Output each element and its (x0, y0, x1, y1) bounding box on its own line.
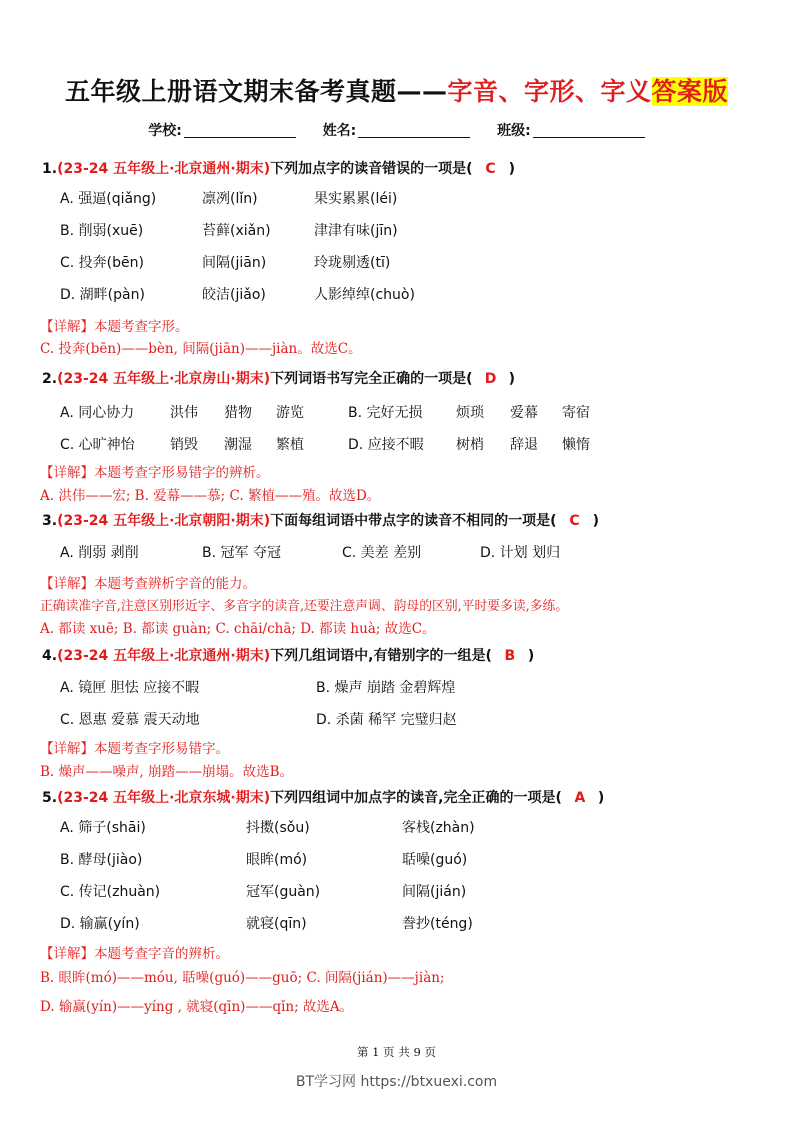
option-d-word: 树梢 (456, 437, 484, 453)
question-source: (23-24 五年级上·北京房山·期末) (57, 371, 271, 387)
option-a-2: 凛冽(lǐn) (202, 191, 258, 207)
option-c-3: 玲珑剔透(tī) (314, 255, 391, 271)
question-number: 1. (42, 161, 58, 177)
paren-close: ) (597, 790, 605, 806)
option-b-word: B. 完好无损 (348, 405, 423, 421)
option-c: C. 恩惠 爱慕 震天动地 (60, 712, 200, 728)
explanation-text: C. 投奔(bēn)——bèn, 间隔(jiān)——jiàn。故选C。 (40, 341, 362, 357)
question-text: 下列词语书写完全正确的一项是( (270, 371, 473, 387)
option-c-word: 潮湿 (224, 437, 252, 453)
option-a-word: A. 同心协力 (60, 405, 135, 421)
question-1 (42, 158, 515, 178)
option-a-3: 客栈(zhàn) (402, 820, 475, 836)
answer: A (574, 790, 586, 806)
name-label: 姓名: (322, 123, 357, 139)
question-number: 2. (42, 371, 58, 387)
option-a-word: 游览 (276, 405, 304, 421)
option-d-1: D. 湖畔(pàn) (60, 287, 145, 303)
question-source: (23-24 五年级上·北京通州·期末) (57, 161, 271, 177)
question-source: (23-24 五年级上·北京东城·期末) (57, 790, 271, 806)
option-d-1: D. 输赢(yín) (60, 916, 140, 932)
paren-close: ) (592, 513, 599, 529)
option-a-2: 抖擞(sǒu) (246, 820, 310, 836)
option-c-word: 销毁 (170, 437, 198, 453)
option-a-1: A. 筛子(shāi) (60, 820, 146, 836)
option-d-word: 懒惰 (562, 437, 590, 453)
page-title (0, 72, 793, 108)
school-field[interactable] (184, 123, 296, 138)
explanation-heading: 【详解】本题考查辨析字音的能力。 (40, 576, 256, 592)
option-b-1: B. 酵母(jiào) (60, 852, 143, 868)
question-text: 下面每组词语中带点字的读音不相同的一项是( (270, 513, 557, 529)
explanation-heading: 【详解】本题考查字音的辨析。 (40, 946, 229, 962)
option-c: C. 美差 差别 (342, 545, 422, 561)
option-d: D. 计划 划归 (480, 545, 561, 561)
option-d-2: 就寝(qīn) (246, 916, 307, 932)
answer: C (485, 161, 496, 177)
question-text: 下列四组词中加点字的读音,完全正确的一项是( (270, 790, 562, 806)
explanation-text: D. 输赢(yín)——yíng , 就寝(qīn)——qǐn; 故选A。 (40, 999, 354, 1015)
explanation-text: A. 洪伟——宏; B. 爱幕——慕; C. 繁植——殖。故选D。 (40, 488, 381, 504)
question-source: (23-24 五年级上·北京朝阳·期末) (57, 513, 271, 529)
option-d-3: 誊抄(téng) (402, 916, 473, 932)
option-d-word: 辞退 (510, 437, 538, 453)
question-number: 3. (42, 513, 58, 529)
question-2 (42, 368, 515, 388)
title-answer-badge: 答案版 (651, 77, 729, 106)
option-c-word: 繁植 (276, 437, 304, 453)
explanation-heading: 【详解】本题考查字形易错字。 (40, 741, 229, 757)
explanation-text: B. 眼眸(mó)——móu, 聒噪(guó)——guō; C. 间隔(jián)——jiàn; (40, 970, 445, 986)
question-4 (42, 645, 534, 665)
option-a-word: 洪伟 (170, 405, 198, 421)
name-field[interactable] (358, 123, 470, 138)
title-topic: 字音、字形、字义 (447, 77, 652, 106)
class-label: 班级: (497, 123, 531, 139)
option-a: A. 削弱 剥削 (60, 545, 139, 561)
question-source: (23-24 五年级上·北京通州·期末) (57, 648, 271, 664)
explanation-text: B. 燥声——噪声, 崩踏——崩塌。故选B。 (40, 764, 294, 780)
explanation-text: A. 都读 xuē; B. 都读 guàn; C. chāi/chā; D. 都读 huà; 故选C。 (40, 621, 436, 637)
question-text: 下列几组词语中,有错别字的一组是( (270, 648, 492, 664)
question-number: 5. (42, 790, 58, 806)
explanation-heading: 【详解】本题考查字形易错字的辨析。 (40, 465, 270, 481)
title-main: 五年级上册语文期末备考真题—— (64, 77, 448, 106)
question-text: 下列加点字的读音错误的一项是( (270, 161, 473, 177)
answer: B (504, 648, 516, 664)
question-number: 4. (42, 648, 58, 664)
option-a: A. 镜匣 胆怯 应接不暇 (60, 680, 200, 696)
option-c-word: C. 心旷神怡 (60, 437, 135, 453)
school-label: 学校: (148, 123, 182, 139)
option-a-1: A. 强逼(qiǎng) (60, 191, 157, 207)
paren-close: ) (527, 648, 535, 664)
option-d-word: D. 应接不暇 (348, 437, 424, 453)
option-b: B. 燥声 崩踏 金碧辉煌 (316, 680, 456, 696)
answer: D (484, 371, 497, 387)
option-c-2: 间隔(jiān) (202, 255, 267, 271)
question-5 (42, 787, 604, 807)
paren-close: ) (508, 161, 515, 177)
question-3 (42, 510, 599, 530)
option-b-2: 眼眸(mó) (246, 852, 308, 868)
option-c-1: C. 投奔(bēn) (60, 255, 144, 271)
option-c-3: 间隔(jián) (402, 884, 467, 900)
option-b: B. 冠军 夺冠 (202, 545, 281, 561)
option-b-word: 烦琐 (456, 405, 484, 421)
option-b-2: 苔藓(xiǎn) (202, 223, 271, 239)
page-number: 第 1 页 共 9 页 (357, 1045, 436, 1059)
option-a-3: 果实累累(léi) (314, 191, 398, 207)
option-c-1: C. 传记(zhuàn) (60, 884, 161, 900)
option-d-3: 人影绰绰(chuò) (314, 287, 415, 303)
explanation-heading: 【详解】本题考查字形。 (40, 319, 189, 335)
explanation-text: 正确读准字音,注意区别形近字、多音字的读音,还要注意声调、韵母的区别,平时要多读,多练。 (40, 599, 569, 614)
class-field[interactable] (533, 123, 645, 138)
option-b-1: B. 削弱(xuē) (60, 223, 144, 239)
watermark: BT学习网 https://btxuexi.com (295, 1074, 498, 1090)
option-a-word: 猎物 (224, 405, 252, 421)
paren-close: ) (508, 371, 515, 387)
option-c-2: 冠军(guàn) (246, 884, 321, 900)
option-b-word: 寄宿 (562, 405, 590, 421)
student-info (0, 120, 793, 140)
option-b-3: 津津有味(jīn) (314, 223, 398, 239)
option-d: D. 杀菌 稀罕 完璧归赵 (316, 712, 457, 728)
answer: C (569, 513, 580, 529)
option-b-3: 聒噪(guó) (402, 852, 468, 868)
option-d-2: 皎洁(jiǎo) (202, 287, 266, 303)
option-b-word: 爱幕 (510, 405, 538, 421)
